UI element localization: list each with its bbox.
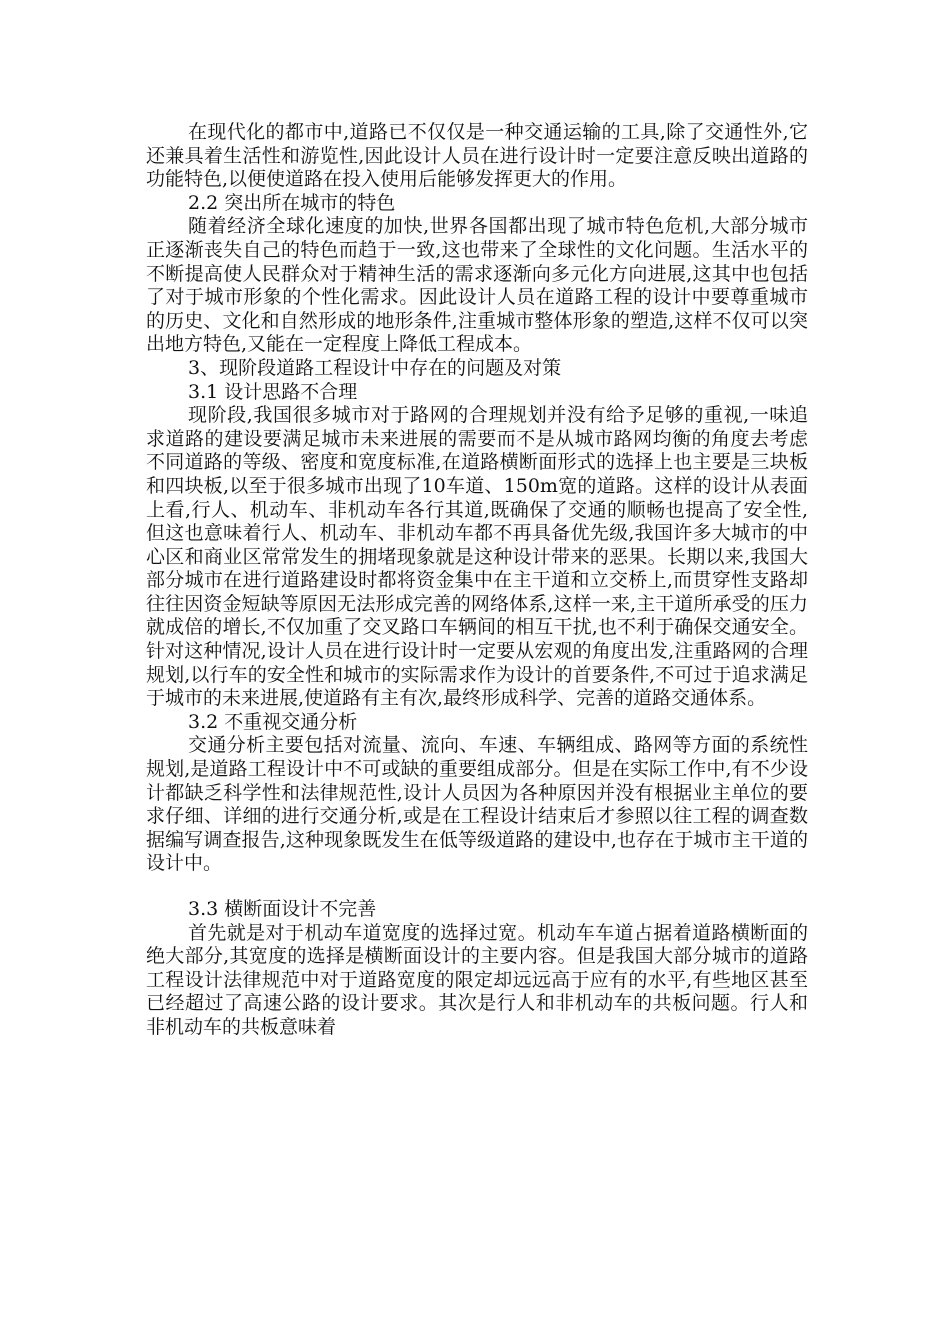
- paragraph-road-function: 在现代化的都市中,道路已不仅仅是一种交通运输的工具,除了交通性外,它还兼具着生活性和游览性,因此设计人员在进行设计时一定要注意反映出道路的功能特色,以便使道路在投入使用后能够发挥更大的作用。: [146, 121, 808, 191]
- section-heading-2-2: 2.2 突出所在城市的特色: [188, 191, 396, 214]
- paragraph-city-character: 随着经济全球化速度的加快,世界各国都出现了城市特色危机,大部分城市正逐渐丧失自己的特色而趋于一致,这也带来了全球性的文化问题。生活水平的不断提高使人民群众对于精神生活的需求逐渐向多元化方向进展,这其中也包括了对于城市形象的个性化需求。因此设计人员在道路工程的设计中要尊重城市的历史、文化和自然形成的地形条件,注重城市整体形象的塑造,这样不仅可以突出地方特色,又能在一定程度上降低工程成本。: [146, 215, 808, 356]
- paragraph-design-approach: 现阶段,我国很多城市对于路网的合理规划并没有给予足够的重视,一味追求道路的建设要满足城市未来进展的需要而不是从城市路网均衡的角度去考虑不同道路的等级、密度和宽度标准,在道路横断面形式的选择上也主要是三块板和四块板,以至于很多城市出现了10车道、150m宽的道路。这样的设计从表面上看,行人、机动车、非机动车各行其道,既确保了交通的顺畅也提高了安全性,但这也意味着行人、机动车、非机动车都不再具备优先级,我国许多大城市的中心区和商业区常常发生的拥堵现象就是这种设计带来的恶果。长期以来,我国大部分城市在进行道路建设时都将资金集中在主干道和立交桥上,而贯穿性支路却往往因资金短缺等原因无法形成完善的网络体系,这样一来,主干道所承受的压力就成倍的增长,不仅加重了交叉路口车辆间的相互干扰,也不利于确保交通安全。针对这种情况,设计人员在进行设计时一定要从宏观的角度出发,注重路网的合理规划,以行车的安全性和城市的实际需求作为设计的首要条件,不可过于追求满足于城市的未来进展,使道路有主有次,最终形成科学、完善的道路交通体系。: [146, 404, 808, 710]
- document-body: [146, 121, 808, 1040]
- paragraph-spacer: [146, 876, 808, 898]
- section-heading-3-2: 3.2 不重视交通分析: [188, 710, 358, 733]
- paragraph-cross-section: 首先就是对于机动车道宽度的选择过宽。机动车车道占据着道路横断面的绝大部分,其宽度的选择是横断面设计的主要内容。但是我国大部分城市的道路工程设计法律规范中对于道路宽度的限定却远远高于应有的水平,有些地区甚至已经超过了高速公路的设计要求。其次是行人和非机动车的共板问题。行人和非机动车的共板意味着: [146, 921, 808, 1038]
- section-heading-3: 3、现阶段道路工程设计中存在的问题及对策: [188, 356, 562, 379]
- section-heading-3-1: 3.1 设计思路不合理: [188, 380, 358, 403]
- section-heading-3-3: 3.3 横断面设计不完善: [188, 898, 377, 920]
- paragraph-traffic-analysis: 交通分析主要包括对流量、流向、车速、车辆组成、路网等方面的系统性规划,是道路工程设计中不可或缺的重要组成部分。但是在实际工作中,有不少设计都缺乏科学性和法律规范性,设计人员因为各种原因并没有根据业主单位的要求仔细、详细的进行交通分析,或是在工程设计结束后才参照以往工程的调查数据编写调查报告,这种现象既发生在低等级道路的建设中,也存在于城市主干道的设计中。: [146, 734, 808, 875]
